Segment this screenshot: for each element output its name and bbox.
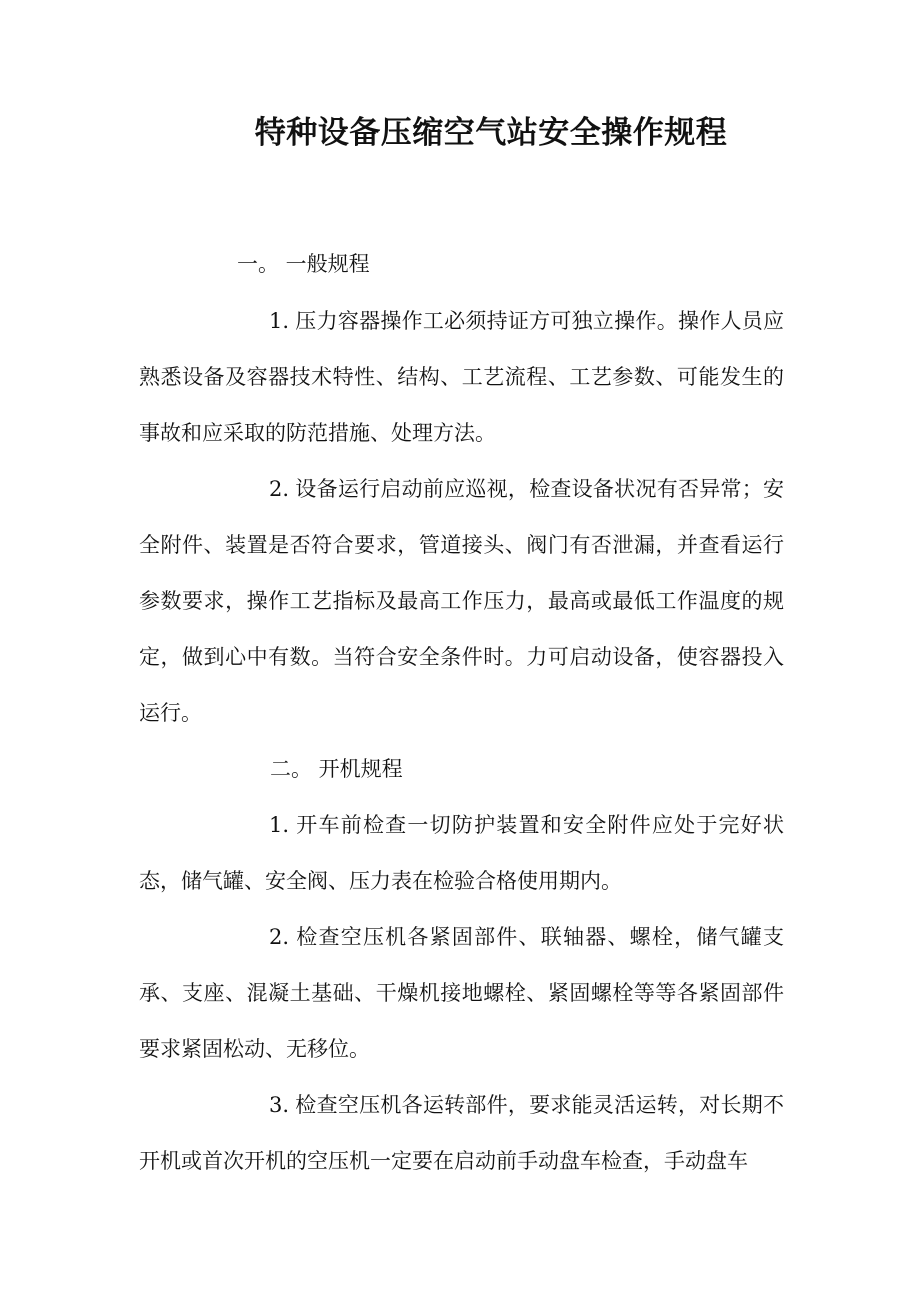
- paragraph-startup-2: [139, 909, 784, 1077]
- paragraph-startup-3: [139, 1077, 784, 1189]
- paragraph-general-2: [139, 461, 784, 741]
- item-text: 开车前检查一切防护装置和安全附件应处于完好状态，储气罐、安全阀、压力表在检验合格使用期内。: [139, 813, 784, 893]
- paragraph-general-1: [139, 293, 784, 461]
- item-text: 检查空压机各紧固部件、联轴器、螺栓，储气罐支承、支座、混凝土基础、干燥机接地螺栓、紧固螺栓等等各紧固部件要求紧固松动、无移位。: [139, 925, 784, 1061]
- item-number: 3.: [269, 1093, 290, 1117]
- item-text: 检查空压机各运转部件，要求能灵活运转，对长期不开机或首次开机的空压机一定要在启动前手动盘车检查，手动盘车: [139, 1093, 784, 1173]
- paragraph-startup-1: [139, 797, 784, 909]
- item-text: 压力容器操作工必须持证方可独立操作。操作人员应熟悉设备及容器技术特性、结构、工艺流程、工艺参数、可能发生的事故和应采取的防范措施、处理方法。: [139, 309, 784, 445]
- item-number: 1.: [269, 813, 290, 837]
- section-heading-general: 一。 一般规程: [237, 252, 370, 276]
- document-title: 特种设备压缩空气站安全操作规程: [254, 115, 728, 151]
- item-text: 设备运行启动前应巡视，检查设备状况有否异常；安全附件、装置是否符合要求，管道接头、阀门有否泄漏，并查看运行参数要求，操作工艺指标及最高工作压力，最高或最低工作温度的规定，做到心中有数。当符合安全条件时。力可启动设备，使容器投入运行。: [139, 477, 784, 725]
- item-number: 2.: [269, 477, 290, 501]
- item-number: 1.: [269, 309, 290, 333]
- section-heading-startup: 二。 开机规程: [270, 757, 403, 781]
- item-number: 2.: [269, 925, 290, 949]
